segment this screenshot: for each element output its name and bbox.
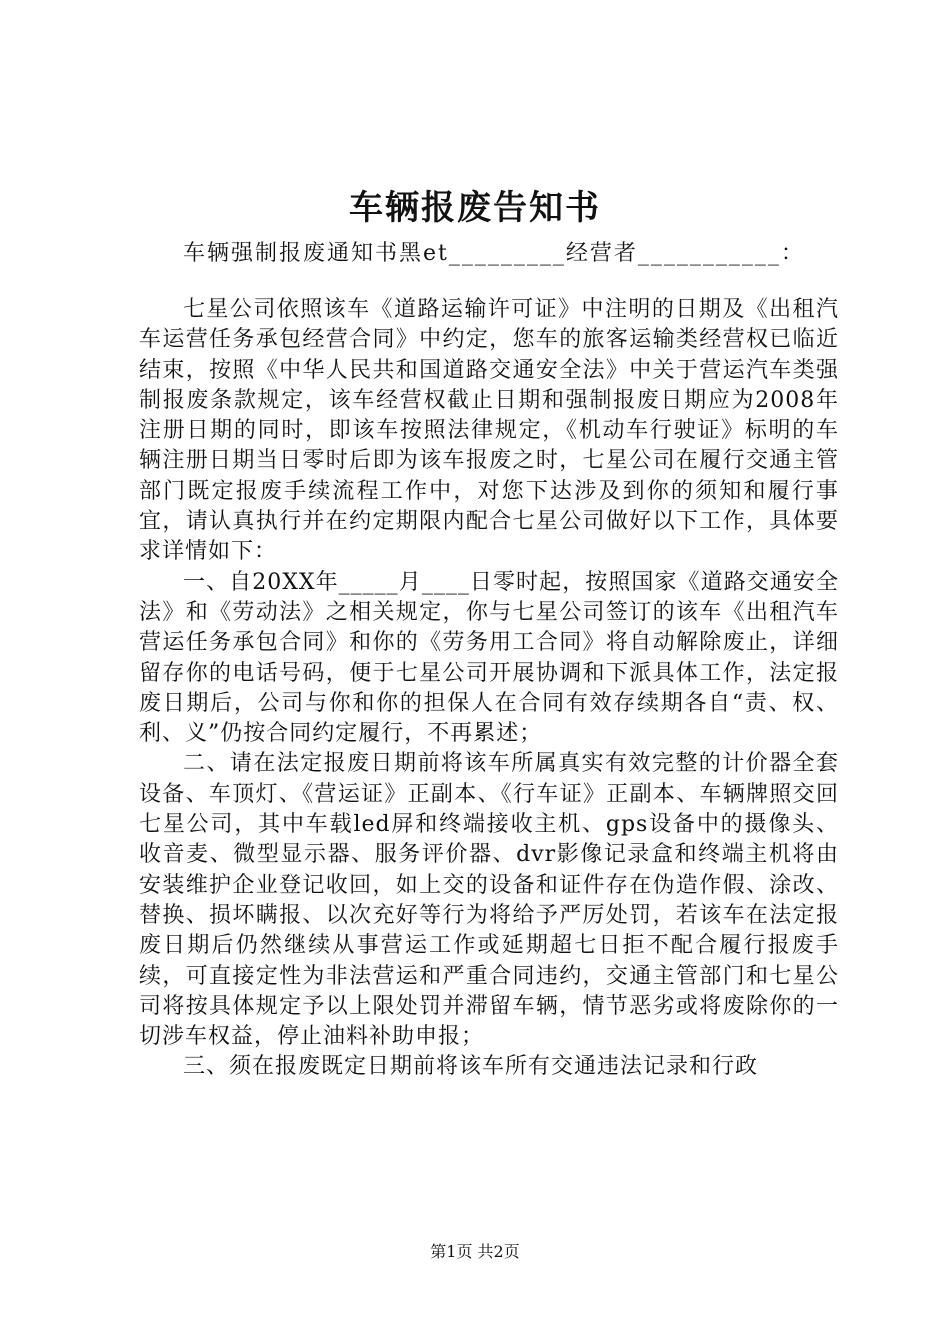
page-number-footer: 第1页 共2页 (430, 1242, 520, 1261)
document-title: 车辆报废告知书 (349, 188, 601, 228)
paragraph-intro: 七星公司依照该车《道路运输许可证》中注明的日期及《出租汽车运营任务承包经营合同》中约定，您车的旅客运输类经营权已临近结束，按照《中华人民共和国道路交通安全法》中关于营运汽车类强制报废条款规定，该车经营权截止日期和强制报废日期应为2008年注册日期的同时，即该车按照法律规定，《机动车行驶证》标明的车辆注册日期当日零时后即为该车报废之时，七星公司在履行交通主管部门既定报废手续流程工作中，对您下达涉及到你的须知和履行事宜，请认真执行并在约定期限内配合七星公司做好以下工作，具体要求详情如下： (139, 297, 839, 565)
paragraph-item-1: 一、自20XX年_____月____日零时起，按照国家《道路交通安全法》和《劳动法》之相关规定，你与七星公司签订的该车《出租汽车营运任务承包合同》和你的《劳务用工合同》将自动解除废止，详细留存你的电话号码，便于七星公司开展协调和下派具体工作，法定报废日期后，公司与你和你的担保人在合同有效存续期各自“责、权、利、义”仍按合同约定履行，不再累述； (139, 569, 839, 747)
document-subtitle: 车辆强制报废通知书黑et_________经营者___________： (183, 241, 805, 266)
paragraph-item-2: 二、请在法定报废日期前将该车所属真实有效完整的计价器全套设备、车顶灯、《营运证》正副本、《行车证》正副本、车辆牌照交回七星公司，其中车载led屏和终端接收主机、gps设备中的摄像头、收音麦、微型显示器、服务评价器、dvr影像记录盒和终端主机将由安装维护企业登记收回，如上交的设备和证件存在伪造作假、涂改、替换、损坏瞒报、以次充好等行为将给予严厉处罚，若该车在法定报废日期后仍然继续从事营运工作或延期超七日拒不配合履行报废手续，可直接定性为非法营运和严重合同违约，交通主管部门和七星公司将按具体规定予以上限处罚并滞留车辆，情节恶劣或将废除你的一切涉车权益，停止油料补助申报； (139, 751, 839, 1050)
paragraph-item-3: 三、须在报废既定日期前将该车所有交通违法记录和行政 (183, 1054, 759, 1080)
document-body (139, 295, 839, 1083)
